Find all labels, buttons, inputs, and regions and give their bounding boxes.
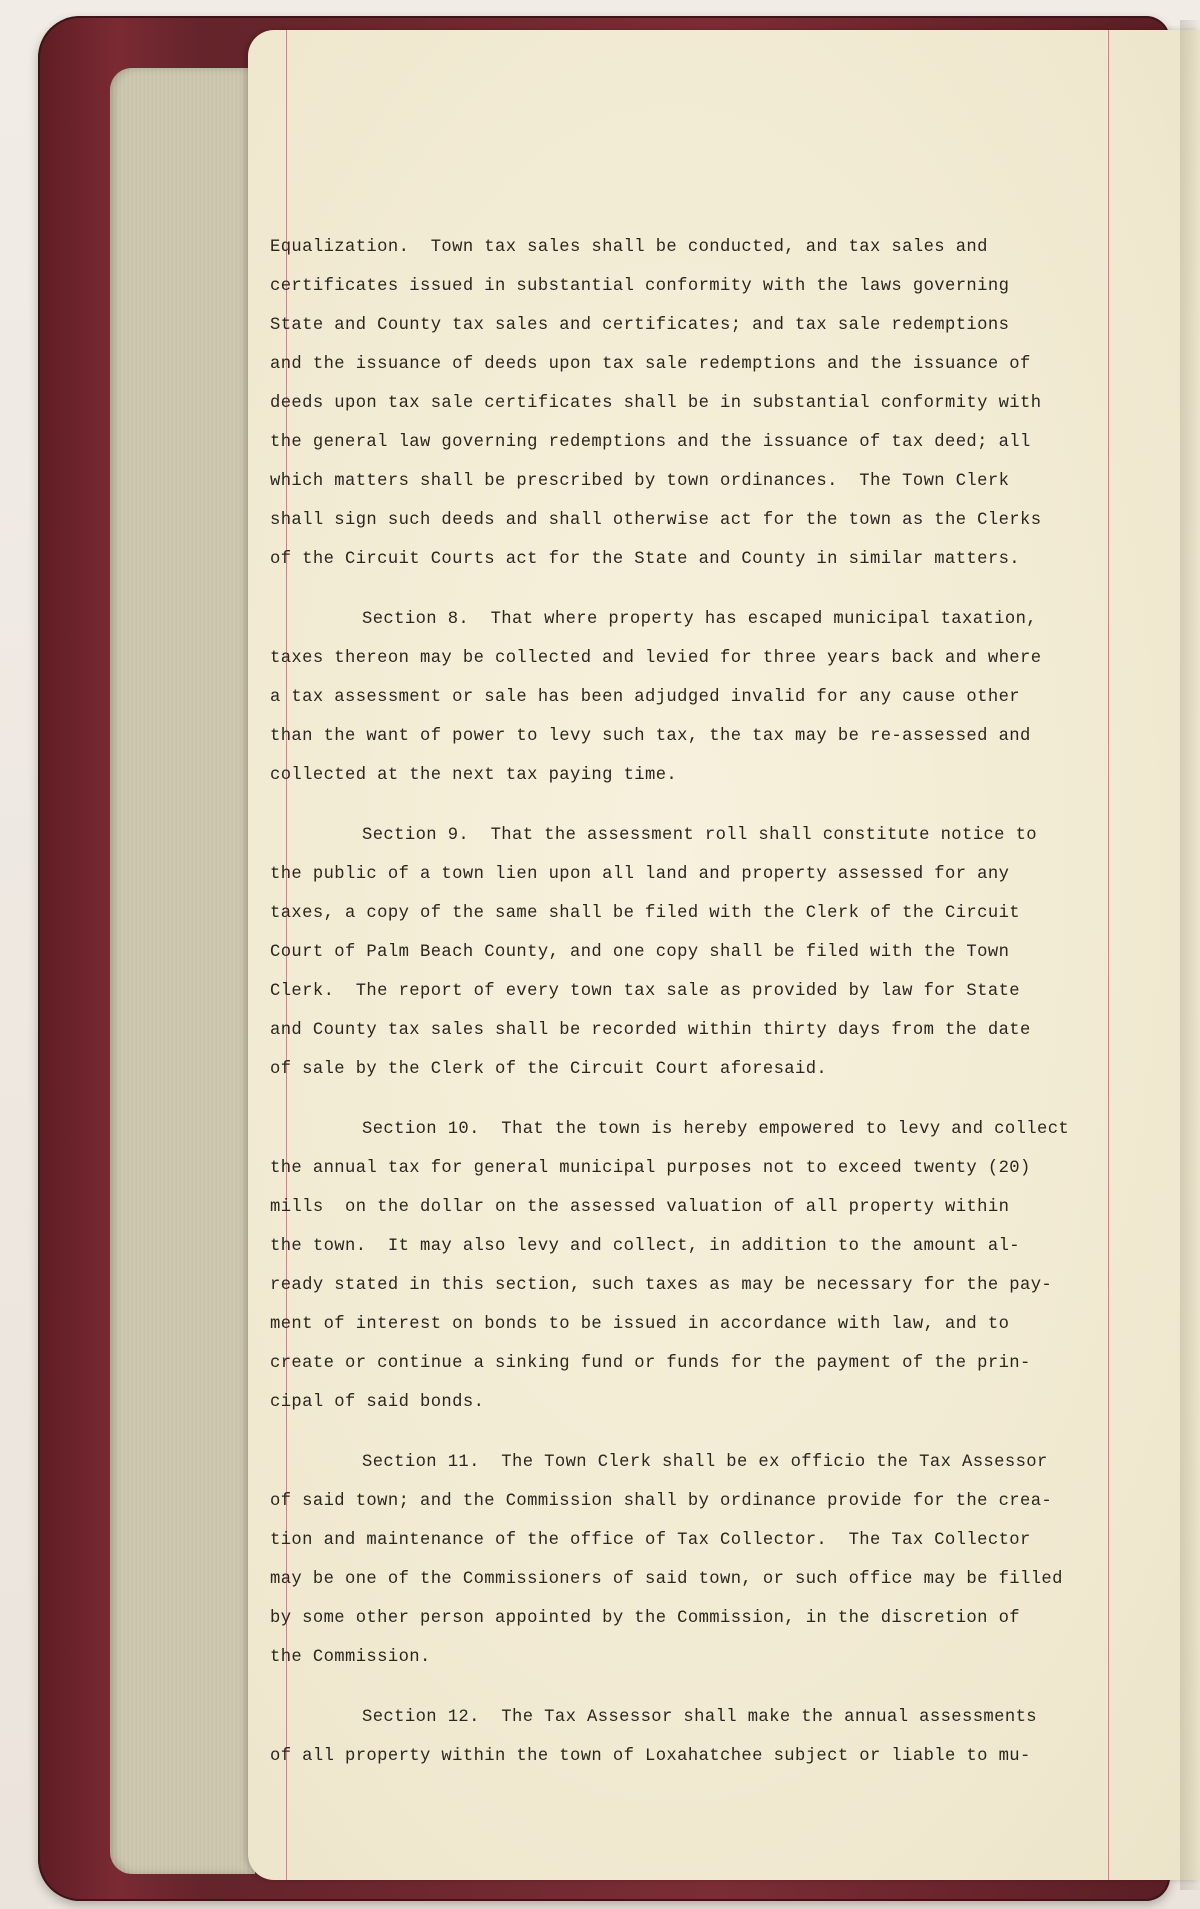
section-9 (270, 816, 1150, 1089)
text-line: the town. It may also levy and collect, in addition to the amount al- (270, 1237, 1020, 1256)
section-10 (270, 1110, 1150, 1422)
text-line: and the issuance of deeds upon tax sale redemptions and the issuance of (270, 355, 1031, 374)
text-line: by some other person appointed by the Commission, in the discretion of (270, 1609, 1020, 1628)
section-12 (270, 1698, 1150, 1776)
text-line: of sale by the Clerk of the Circuit Court aforesaid. (270, 1060, 828, 1079)
text-line: Section 8. That where property has escaped municipal taxation, (362, 610, 1037, 629)
paragraph-gap (270, 795, 1150, 816)
text-line: of the Circuit Courts act for the State and County in similar matters. (270, 550, 1020, 569)
text-line: the Commission. (270, 1648, 431, 1667)
text-line: the public of a town lien upon all land and property assessed for any (270, 865, 1010, 884)
paragraph-gap (270, 1677, 1150, 1698)
text-line: shall sign such deeds and shall otherwise act for the town as the Clerks (270, 511, 1042, 530)
section-8 (270, 600, 1150, 795)
page-edges (110, 68, 255, 1874)
text-line: which matters shall be prescribed by town ordinances. The Town Clerk (270, 472, 1010, 491)
text-line: Section 9. That the assessment roll shall constitute notice to (362, 826, 1037, 845)
paragraph-equalization (270, 228, 1150, 579)
text-line: Clerk. The report of every town tax sale as provided by law for State (270, 982, 1020, 1001)
text-line: tion and maintenance of the office of Tax Collector. The Tax Collector (270, 1531, 1031, 1550)
text-line: than the want of power to levy such tax, the tax may be re-assessed and (270, 727, 1031, 746)
page-shadow (1180, 20, 1200, 1890)
text-line: of said town; and the Commission shall by ordinance provide for the crea- (270, 1492, 1053, 1511)
text-line: create or continue a sinking fund or funds for the payment of the prin- (270, 1354, 1031, 1373)
typed-text (270, 228, 1150, 1776)
text-line: Equalization. Town tax sales shall be conducted, and tax sales and (270, 238, 988, 257)
paragraph-gap (270, 1089, 1150, 1110)
text-line: deeds upon tax sale certificates shall be in substantial conformity with (270, 394, 1042, 413)
text-line: collected at the next tax paying time. (270, 766, 678, 785)
text-line: a tax assessment or sale has been adjudged invalid for any cause other (270, 688, 1020, 707)
text-line: certificates issued in substantial conformity with the laws governing (270, 277, 1010, 296)
text-line: mills on the dollar on the assessed valuation of all property within (270, 1198, 1010, 1217)
section-11 (270, 1443, 1150, 1677)
text-line: taxes thereon may be collected and levied for three years back and where (270, 649, 1042, 668)
text-line: ready stated in this section, such taxes as may be necessary for the pay- (270, 1276, 1053, 1295)
text-line: ment of interest on bonds to be issued in accordance with law, and to (270, 1315, 1010, 1334)
text-line: Section 12. The Tax Assessor shall make the annual assessments (362, 1708, 1037, 1727)
text-line: of all property within the town of Loxahatchee subject or liable to mu- (270, 1747, 1031, 1766)
paragraph-gap (270, 579, 1150, 600)
text-line: cipal of said bonds. (270, 1393, 485, 1412)
text-line: taxes, a copy of the same shall be filed with the Clerk of the Circuit (270, 904, 1020, 923)
text-line: the annual tax for general municipal purposes not to exceed twenty (20) (270, 1159, 1031, 1178)
text-line: Section 10. That the town is hereby empowered to levy and collect (362, 1120, 1070, 1139)
text-line: may be one of the Commissioners of said town, or such office may be filled (270, 1570, 1063, 1589)
text-line: Court of Palm Beach County, and one copy shall be filed with the Town (270, 943, 1010, 962)
paragraph-gap (270, 1422, 1150, 1443)
text-line: Section 11. The Town Clerk shall be ex officio the Tax Assessor (362, 1453, 1048, 1472)
text-line: and County tax sales shall be recorded within thirty days from the date (270, 1021, 1031, 1040)
text-line: State and County tax sales and certificates; and tax sale redemptions (270, 316, 1010, 335)
text-line: the general law governing redemptions and the issuance of tax deed; all (270, 433, 1031, 452)
